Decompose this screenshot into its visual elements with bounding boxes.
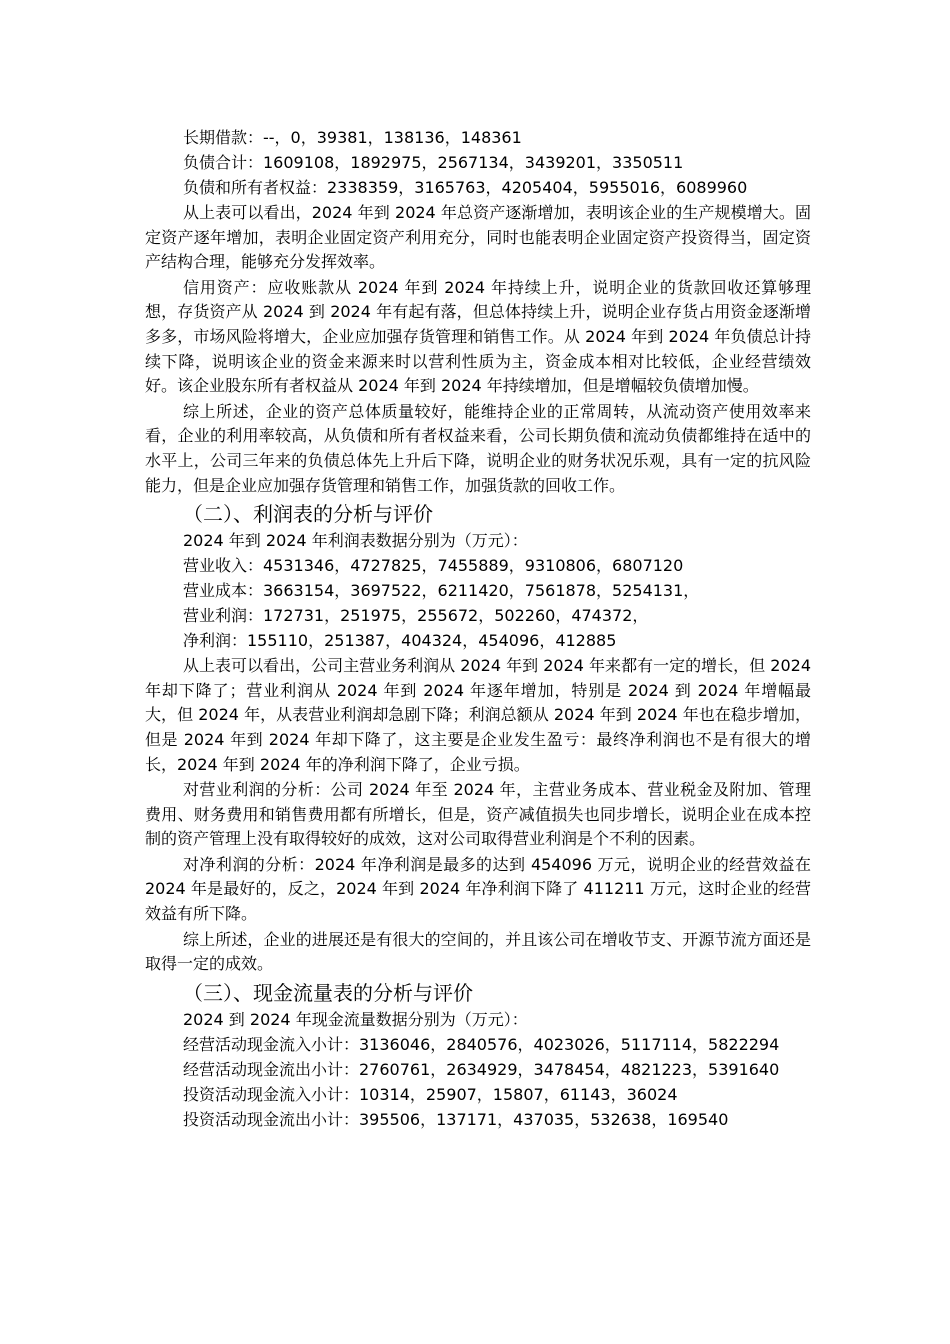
operating-profit-analysis-paragraph: 对营业利润的分析：公司 2024 年至 2024 年，主营业务成本、营业税金及附加、管理费用、财务费用和销售费用都有所增长，但是，资产减值损失也同步增长，说明企业在成本控制的资产管理上没有取得较好的成效，这对公司取得营业利润是个不利的因素。 bbox=[145, 780, 811, 849]
operating-cash-inflow-line: 经营活动现金流入小计：3136046，2840576，4023026，5117114，5822294 bbox=[183, 1034, 780, 1054]
income-data-intro-line: 2024 年到 2024 年利润表数据分别为（万元）： bbox=[183, 531, 528, 551]
liabilities-equity-line: 负债和所有者权益：2338359，3165763，4205404，5955016，6089960 bbox=[183, 178, 748, 197]
profit-trend-paragraph: 从上表可以看出，公司主营业务利润从 2024 年到 2024 年来都有一定的增长，但 2024 年却下降了；营业利润从 2024 年到 2024 年逐年增加，特别是 2024 到 2024 年增幅最大，但 2024 年，从表营业利润却急剧下降；利润总额从 2024 年到 2024 年也在稳步增加，但是 2024 年到 2024 年却下降了，这主要是企业发生盈亏：最终净利润也不是有很大的增长，2024 年到 2024 年的净利润下降了，企业亏损。 bbox=[145, 656, 811, 774]
investing-cash-inflow-line: 投资活动现金流入小计：10314，25907，15807，61143，36024 bbox=[183, 1084, 678, 1104]
income-summary-paragraph: 综上所述，企业的进展还是有很大的空间的，并且该公司在增收节支、开源节流方面还是取得一定的成效。 bbox=[145, 929, 811, 974]
operating-cash-outflow-line: 经营活动现金流出小计：2760761，2634929，3478454，4821223，5391640 bbox=[183, 1059, 780, 1079]
total-liabilities-line: 负债合计：1609108，1892975，2567134，3439201，3350511 bbox=[183, 153, 684, 172]
cash-flow-intro-line: 2024 到 2024 年现金流量数据分别为（万元）： bbox=[183, 1009, 528, 1029]
cash-flow-heading: （三）、现金流量表的分析与评价 bbox=[183, 980, 473, 1005]
operating-revenue-line: 营业收入：4531346，4727825，7455889，9310806，6807120 bbox=[183, 556, 684, 576]
operating-profit-line: 营业利润：172731，251975，255672，502260，474372， bbox=[183, 606, 649, 626]
net-profit-line: 净利润：155110，251387，404324，454096，412885 bbox=[183, 631, 617, 651]
total-assets-paragraph: 从上表可以看出，2024 年到 2024 年总资产逐渐增加，表明该企业的生产规模增大。固定资产逐年增加，表明企业固定资产利用充分，同时也能表明企业固定资产投资得当，固定资产结构合理，能够充分发挥效率。 bbox=[145, 203, 811, 272]
long-term-loans-line: 长期借款：--，0，39381，138136，148361 bbox=[183, 128, 522, 147]
investing-cash-outflow-line: 投资活动现金流出小计：395506，137171，437035，532638，169540 bbox=[183, 1109, 729, 1129]
operating-cost-line: 营业成本：3663154，3697522，6211420，7561878，5254131， bbox=[183, 581, 700, 601]
balance-summary-paragraph: 综上所述，企业的资产总体质量较好，能维持企业的正常周转，从流动资产使用效率来看，企业的利用率较高，从负债和所有者权益来看，公司长期负债和流动负债都维持在适中的水平上，公司三年来的负债总体先上升后下降，说明企业的财务状况乐观，具有一定的抗风险能力，但是企业应加强存货管理和销售工作，加强货款的回收工作。 bbox=[145, 401, 811, 495]
document-body bbox=[145, 126, 811, 1133]
income-statement-heading: （二）、利润表的分析与评价 bbox=[183, 502, 433, 527]
net-profit-analysis-paragraph: 对净利润的分析：2024 年净利润是最多的达到 454096 万元，说明企业的经营效益在 2024 年是最好的，反之，2024 年到 2024 年净利润下降了 411211 万元，这时企业的经营效益有所下降。 bbox=[145, 854, 811, 924]
credit-assets-paragraph: 信用资产：应收账款从 2024 年到 2024 年持续上升，说明企业的货款回收还算够理想，存货资产从 2024 到 2024 年有起有落，但总体持续上升，说明企业存货占用资金逐渐增多多，市场风险将增大，企业应加强存货管理和销售工作。从 2024 年到 2024 年负债总计持续下降，说明该企业的资金来源来时以营利性质为主，资金成本相对比较低，企业经营绩效好。该企业股东所有者权益从 2024 年到 2024 年持续增加，但是增幅较负债增加慢。 bbox=[145, 277, 811, 396]
